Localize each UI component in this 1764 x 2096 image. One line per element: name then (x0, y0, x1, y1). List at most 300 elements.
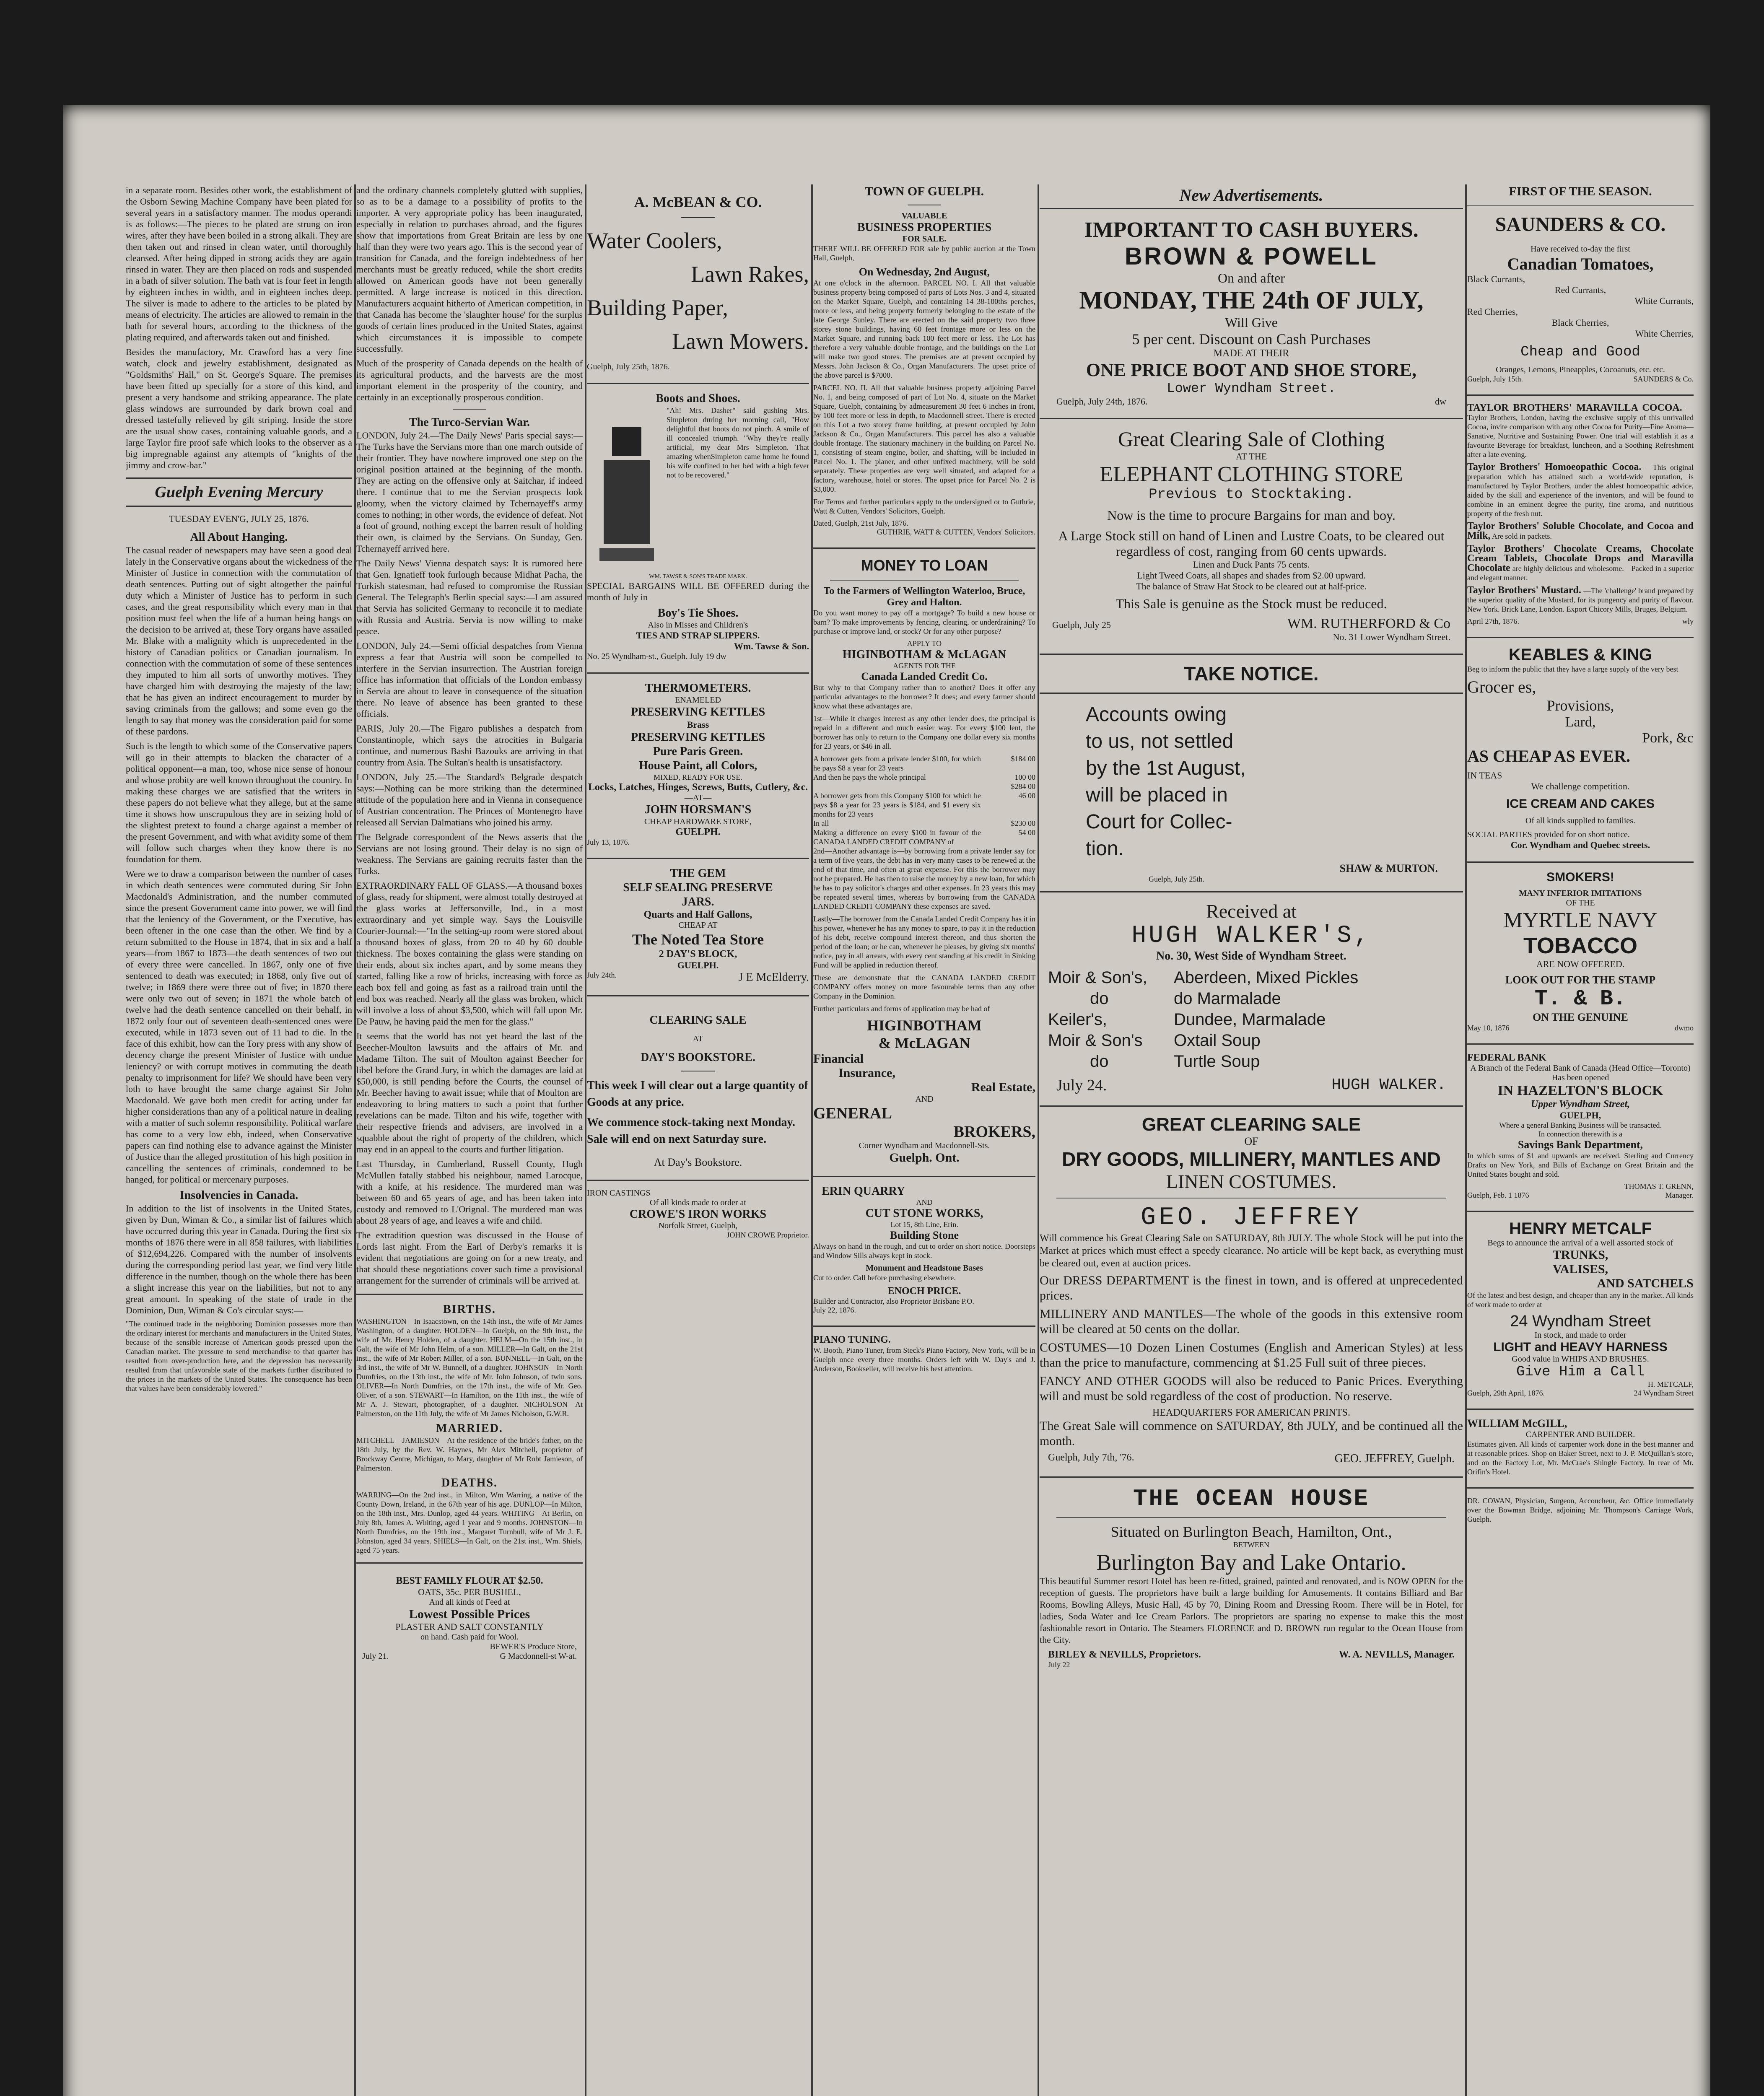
ad-line: AT THE (1235, 451, 1267, 462)
ad-line: To the Farmers of Wellington Waterloo, Bruce, Grey and Halton. (823, 586, 1025, 608)
ad-body: Further particulars and forms of application may be had of (813, 1004, 990, 1013)
ad-line: AND (916, 1198, 933, 1206)
item-name: Turtle Soup (1174, 1052, 1260, 1071)
ad-line: BUSINESS PROPERTIES (857, 221, 992, 234)
ad-line: Received at (1206, 900, 1297, 922)
ad-line: AND (915, 1095, 934, 1104)
ad-line: will be placed in (1086, 784, 1228, 806)
ad-line: A Large Stock still on hand of Linen and Lustre Coats, to be cleared out regardless of cost, ranging from 60 cents upwards. (1058, 528, 1445, 559)
ad-line: Also in Misses and Children's (648, 620, 748, 630)
ad-body: The Great Sale will commence on SATURDAY, 8th JULY, and be continued all the month. (1040, 1419, 1463, 1448)
column-rule (811, 184, 813, 2096)
ad-line: MYRTLE NAVY (1503, 908, 1658, 932)
ad-line: MANY INFERIOR IMITATIONS (1519, 889, 1642, 898)
ad-line: Building Paper, (587, 295, 728, 320)
ad-line: Great Clearing Sale of Clothing (1118, 427, 1385, 451)
ad-body: This beautiful Summer resort Hotel has been re-fitted, grained, painted and renovated, and is NOW OPEN for the reception of guests. The proprietors have built a large building for Amusements. It contains Billiard and Bar Rooms, Bowling Alleys, Music Hall, 45 by 70, Dining Room and Dressing Room. There will be in Hotel, for ladies, Soda Water and Ice Cream Parlors. The proprietors are sparing no expense to make this the most fashionable resort in Ontario. The Steamers FLORENCE and D. BROWN run regular to the Ocean House from the City. (1040, 1576, 1463, 1645)
ad-signature: SHAW & MURTON. (1339, 862, 1438, 874)
article-continuation: in a separate room. Besides other work, the establishment of the Osborn Sewing Machine Company have been plated for several years in a satisfactory manner. The modus operandi is as follows:—The pieces to be plated are strung on iron wires, after they have been boiled in a strong alkali. They are then taken out and rinsed in clean water, until thoroughly cleansed. After being dipped in strong acids they are again rinsed in water. They are then placed on rods and suspended in a bath of silver solution. The bath vat is four feet in length by eighteen inches in width, and in eighteen inches deep. The silver is made to adhere to the articles to be plated by means of electricity. The articles are allowed to remain in the bath for several hours, according to the thickness of the plating required, and afterwards taken out and finished. (126, 185, 352, 342)
ad-line: Good value in WHIPS AND BRUSHES. (1512, 1354, 1649, 1364)
gem-jars-advertisement (587, 866, 809, 984)
ad-body: PARCEL NO. II. All that valuable business property adjoining Parcel No. 1, and being composed of part of Lot No. 4, situate on the Market Square, Guelph, containing by admeasurement 30 feet 6 inches in front, by 100 feet more or less in depth, to Macdonnell street. There is erected on this Lot a two storey frame building, at present occupied by John Jackson & Co., Organ Manufacturers. This parcel has also a valuable double frontage. The stationary machinery in the building on Parcel No. 1, consisting of steam engine, boiler, and shafting, will be included in Parcel No. 1. The planer, and other unfixed machinery, will be sold separately. These properties are very well situated, and adapted for a factory, warehouse, hotel or stores. The upset price for Parcel No. 2 is $3,000. (813, 384, 1035, 493)
ad-date: July 24th. (587, 971, 617, 979)
ad-line: PRESERVING KETTLES (630, 706, 765, 719)
ad-footer (587, 971, 809, 984)
divider (587, 672, 809, 674)
ad-body: Cut to order. Call before purchasing elsewhere. (813, 1274, 956, 1282)
piano-tuning-ad (813, 1334, 1035, 1373)
ad-body: Always on hand in the rough, and cut to order on short notice. Doorsteps and Window Sills always kept in stock. (813, 1242, 1035, 1260)
ad-line: In connection therewith is a (1538, 1130, 1622, 1138)
loan-calc-row (813, 773, 1035, 782)
ad-city: Guelph. Ont. (889, 1151, 960, 1165)
article-title: Insolvencies in Canada. (179, 1189, 298, 1202)
ad-dated: Dated, Guelph, 21st July, 1876. (813, 519, 908, 527)
masthead (126, 477, 352, 507)
erin-quarry-ad (813, 1185, 1035, 1315)
brown-powell-ad (1040, 218, 1463, 407)
item-name: Dundee, Marmalade (1174, 1010, 1326, 1029)
article-title: All About Hanging. (190, 531, 288, 544)
ad-body: Will commence his Great Clearing Sale on SATURDAY, 8th JULY. The whole Stock will be put into the Market at prices which must effect a speedy clearance. No article will be kept back, as everything must be cleared out, even at auction prices. (1040, 1233, 1463, 1269)
ad-line: AGENTS FOR THE (893, 661, 956, 670)
section-title: New Advertisements. (1040, 184, 1463, 209)
ad-body: SPECIAL BARGAINS WILL BE OFFERED during the month of July in (587, 581, 809, 602)
ad-date: Guelph, July 15th. (1467, 375, 1523, 383)
ad-line: T. & B. (1534, 986, 1627, 1011)
dateline: TUESDAY EVEN'G, JULY 25, 1876. (169, 514, 309, 524)
crowe-iron-advertisement (587, 1188, 809, 1240)
ad-line: Lawn Rakes, (691, 262, 809, 287)
ad-role: Manager. (1665, 1191, 1694, 1199)
ad-line: PLASTER AND SALT CONSTANTLY (395, 1621, 544, 1632)
ad-signature: WM. RUTHERFORD & Co (1287, 616, 1450, 631)
ad-footer (1040, 1649, 1463, 1660)
ad-line: GUELPH. (675, 827, 721, 838)
henry-metcalf-ad (1467, 1219, 1694, 1398)
ad-body: 1st—While it charges interest as any other lender does, the principal is repaid in a different and much easier way. For every $100 lent, the borrower has only to return to the Company one dollar every six months for 23 years, or $46 in all. (813, 714, 1035, 750)
ad-line: —AT— (684, 793, 712, 802)
ad-line: OF THE (1566, 898, 1595, 908)
ad-line: CHEAP AT (678, 921, 718, 930)
money-loan-ad (813, 556, 1035, 1165)
ad-line: Locks, Latches, Hinges, Screws, Butts, Cutlery, &c. (588, 782, 808, 793)
ad-line: GREAT CLEARING SALE (1141, 1114, 1361, 1135)
ad-line: GUELPH, (1559, 1110, 1601, 1121)
ad-line: Monument and Headstone Bases (866, 1263, 983, 1273)
mcbean-advertisement (587, 193, 809, 372)
article-continuation: and the ordinary channels completely glutted with supplies, so as to be a damage to a possibility of profits to the importer. A very appropriate policy has been inaugurated, especially in relation to purchases abroad, and the figures show that importations from Great Britain are less by one half than they were two years ago. This is the second year of transition for Canada, and the foreign indebtedness of her merchants must be greatly reduced, while the short credits allowed on American goods have not been generally permitted. A large increase is noticed in this direction. Manufacturers acquaint hitherto of American competition, in that Canada has become the 'slaughter house' for the surplus goods of certain lines produced in the United States, against which circumstances it is impossible to compete successfully. (356, 185, 583, 354)
ad-address: 24 Wyndham Street (1634, 1389, 1694, 1397)
ad-line: MONDAY, THE 24th OF JULY, (1079, 286, 1424, 314)
ad-line: PRESERVING KETTLES (630, 731, 765, 744)
ad-line: ICE CREAM AND CAKES (1506, 797, 1655, 811)
divider (1040, 891, 1463, 892)
ad-address: No. 25 Wyndham-st., Guelph. July 19 dw (587, 652, 726, 661)
ad-date: July 22 (1048, 1660, 1070, 1669)
ad-title: THE OCEAN HOUSE (1133, 1485, 1370, 1512)
ad-line: ENOCH PRICE. (887, 1286, 961, 1297)
divider (1467, 1043, 1694, 1045)
flour-advertisement (356, 1571, 583, 1665)
ad-line: FIRST OF THE SEASON. (1509, 184, 1652, 198)
ad-title: FEDERAL BANK (1467, 1052, 1546, 1063)
jeffrey-clearing-sale-ad (1040, 1114, 1463, 1466)
divider (681, 217, 715, 218)
loan-calc-row (813, 819, 1035, 828)
ad-line: In stock, and made to order (1534, 1331, 1627, 1340)
ad-signature: SAUNDERS & Co. (1633, 375, 1694, 383)
ocean-house-ad (1040, 1485, 1463, 1669)
item-maker: do (1090, 1052, 1109, 1071)
ad-line: DRY GOODS, MILLINERY, MANTLES AND (1062, 1148, 1441, 1170)
ad-line: Builder and Contractor, also Proprietor Brisbane P.O. (813, 1297, 974, 1305)
ad-code: dw (1435, 396, 1446, 407)
ad-line: Have received to-day the first (1531, 244, 1630, 254)
article-body: PARIS, July 20.—The Figaro publishes a despatch from Constantinople, which says the atrocities in Bulgaria continue, and numerous Bashi Bazouks are arriving in that country from Asia. The Sultan's health is unsatisfactory. (356, 723, 583, 768)
item-maker: Moir & Son's, (1048, 968, 1147, 987)
loan-calc-label: A borrower gets from a private lender $100, for which he pays $8 a year for 23 years (813, 755, 981, 772)
ad-date: April 27th, 1876. (1467, 617, 1519, 625)
take-notice-ad (1040, 662, 1463, 884)
ad-line: Give Him a Call (1516, 1364, 1645, 1380)
newspaper-page (63, 105, 1710, 2096)
ad-line: OF (1244, 1135, 1258, 1147)
ad-line: SELF SEALING PRESERVE (623, 881, 773, 894)
ad-title: MONEY TO LOAN (861, 557, 988, 574)
taylor-item-title: TAYLOR BROTHERS' MARAVILLA COCOA. (1467, 402, 1682, 413)
column-5 (1040, 184, 1463, 2096)
ad-title: WILLIAM McGILL, (1467, 1417, 1567, 1429)
ad-line: AND SATCHELS (1597, 1276, 1694, 1290)
ad-footer (1467, 1024, 1694, 1032)
ad-line: Financial (813, 1052, 864, 1066)
ad-date: July 13, 1876. (587, 838, 630, 846)
ad-line: Building Stone (890, 1229, 959, 1241)
taylor-item-title: Taylor Brothers' Homoeopathic Cocoa. (1467, 462, 1642, 472)
tawse-advertisement (587, 392, 809, 661)
ad-title: HENRY METCALF (1509, 1219, 1652, 1238)
married-list: MITCHELL—JAMIESON—At the residence of the bride's father, on the 18th July, by the Rev. W. Haynes, Mr Alex Mitchell, proprietor of Brockway Centre, Michigan, to Mary, daughter of Mr Robt Jamieson, of Palmerston. (356, 1436, 583, 1472)
ad-body: DR. COWAN, Physician, Surgeon, Accoucheur, &c. Office immediately over the Bowman Bridge, adjoining Mr. Thompson's Carriage Work, Guelph. (1467, 1497, 1694, 1523)
ad-title: TOWN OF GUELPH. (864, 184, 984, 198)
loan-calc-amount: $184 00 (1011, 755, 1035, 763)
column-3 (587, 184, 809, 2096)
ad-line: Lowest Possible Prices (409, 1607, 530, 1621)
article-body: Were we to draw a comparison between the number of cases in which death sentences were commuted during Sir John Macdonald's Administration, and the number commuted since the present Government came into power, we will find that the leniency of the Government, or the Executive, has been oftener in the one case than the other. We find by a return submitted to the House in 1874, that in six and a half years—from 1867 to 1873—the death sentences of two out of every three were cancelled. In 1867, only one of five sentenced to death was executed; in 1868, only five out of twelve; in 1869 there were three out of five; in 1870 there were only two out of seven; in 1871 the whole batch of twelve had the death sentence cancelled on their behalf, in 1872 only four out of seventeen death-sentenced ones were executed, while in 1873 seven out of 11 had to die. In the face of this exhibit, how can the Tory press with any show of decency charge the present Minister of Justice with undue leniency? or with corrupt motives in commuting the death penalty to imprisonment for life? We should have been very loth to have brought the same charge against Sir John Macdonald. We gave both men credit for acting under far higher considerations than any of a political nature in dealing with a matter of such solemn responsibility. Political warfare has come to a very low ebb, indeed, when Conservative papers can find nothing else to advance against the Minister of Justice than the alleged prostitution of his high position in cancelling the sentences of criminals, condemned to be hanged, for political or mercenary purposes. (126, 869, 352, 1185)
ad-line: This Sale is genuine as the Stock must be reduced. (1115, 596, 1387, 611)
ad-line: House Paint, all Colors, (638, 759, 757, 772)
article-body: Such is the length to which some of the Conservative papers will go in their attempts to blacken the character of a political opponent—a man, too, whose nice sense of honour and whose probity are well known throughout the country. In making these charges we are satisfied that the writers in these papers do not believe what they allege, but at the same time it shows how unscrupulous they are in seizing hold of the slightest pretext to found a charge against a member of the present Government, and with what avidity some of them will follow such charges when they know there is no foundation for them. (126, 741, 352, 864)
ad-line: FOR SALE. (902, 234, 947, 244)
walker-item (1048, 988, 1455, 1009)
walker-item (1048, 1030, 1455, 1051)
taylor-item-title: Taylor Brothers' Soluble Chocolate, and Cocoa and Milk, (1467, 521, 1694, 541)
divider (356, 1294, 583, 1295)
ad-footer (362, 1652, 577, 1661)
ad-line: Water Coolers, (587, 228, 722, 253)
loan-calc-label: And then he pays the whole principal (813, 773, 926, 781)
ad-line: Grocer es, (1467, 677, 1536, 696)
ad-line: CUT STONE WORKS, (865, 1207, 983, 1220)
ad-line: CLEARING SALE (649, 1014, 747, 1027)
divider (1467, 637, 1694, 638)
column-rule (585, 184, 586, 2096)
days-bookstore-advertisement (587, 1013, 809, 1169)
taylor-item-title: Taylor Brothers' Mustard. (1467, 585, 1581, 596)
ad-line: Brass (687, 719, 709, 730)
divider (813, 547, 1035, 549)
ad-line: Red Cherries, (1467, 306, 1518, 317)
ad-line: Of all kinds made to order at (650, 1198, 746, 1207)
ad-line: SOCIAL PARTIES provided for on short notice. (1467, 830, 1630, 839)
ad-line: & McLAGAN (878, 1035, 970, 1051)
ad-line: Pure Paris Green. (653, 745, 743, 758)
ad-signature: H. METCALF, (1647, 1380, 1694, 1388)
ad-line: VALISES, (1552, 1262, 1608, 1276)
deaths-heading: DEATHS. (441, 1476, 498, 1489)
article-body: The Daily News' Vienna despatch says: It is rumored here that Gen. Ignatieff took furlough because Midhat Pacha, the Turkish statesman, had refused to compromise the Russian General. The Telegraph's Berlin special says:—I am assured that Servia has solicited Germany to reconcile it to mediate with Russia and Austria. Servia is now willing to make peace. (356, 558, 583, 636)
divider (356, 1562, 583, 1564)
ad-line: tion. (1086, 838, 1124, 860)
loan-calc-amount: $230 00 (1011, 819, 1035, 828)
taylor-item (1467, 544, 1694, 582)
divider (587, 858, 809, 859)
ad-date: Guelph, July 25 (1052, 620, 1111, 630)
ad-line: Court for Collec- (1086, 811, 1232, 833)
ad-line: On and after (1218, 270, 1285, 285)
ad-line: Accounts owing (1086, 703, 1227, 726)
ad-title: A. McBEAN & CO. (634, 194, 762, 210)
ad-date: July 21. (362, 1652, 389, 1661)
ad-line: IMPORTANT TO CASH BUYERS. (1084, 218, 1419, 242)
ad-line: HUGH WALKER'S, (1131, 922, 1371, 949)
ad-title: KEABLES & KING (1508, 646, 1652, 664)
ad-body: This week I will clear out a large quantity of Goods at any price. (587, 1079, 808, 1109)
loan-calc-amount: 54 00 (1018, 828, 1035, 837)
ad-address: Corner Wyndham and Macdonnell-Sts. (859, 1141, 990, 1150)
ad-body: For Terms and further particulars apply to the undersigned or to Guthrie, Watt & Cutten, Vendors' Solicitors, Guelph. (813, 498, 1035, 515)
item-name: Oxtail Soup (1174, 1031, 1261, 1050)
myrtle-navy-tobacco-ad (1467, 870, 1694, 1032)
ad-line: 2 DAY'S BLOCK, (659, 949, 737, 960)
ad-signature: HUGH WALKER. (1331, 1076, 1446, 1094)
ad-line: Pork, &c (1642, 730, 1694, 746)
ad-body: Beg to inform the public that they have a large supply of the very best (1467, 665, 1678, 673)
ad-title: TAKE NOTICE. (1184, 663, 1319, 685)
ad-line: TOBACCO (1523, 933, 1637, 958)
horsman-advertisement (587, 681, 809, 847)
ad-line: JARS. (682, 895, 714, 908)
article-body: "The continued trade in the neighboring Dominion possesses more than the ordinary interest for merchants and manufacturers in the United States, because of the sensible increase of American goods pressed upon the Canadian market. The pressure to send merchandise to that quarter has resulted from over-production here, and the depression has necessarily resulted from that unfavorable state of the markets further distributed to the prices in the markets of the United States. The consequence has been that values have been considerably lowered." (126, 1320, 352, 1393)
ad-line: LINEN COSTUMES. (1166, 1171, 1337, 1192)
ad-body: FANCY AND OTHER GOODS will also be reduced to Panic Prices. Everything will and must be sold regardless of the cost of production. No reserve. (1040, 1374, 1463, 1403)
ad-line: TIES AND STRAP SLIPPERS. (636, 630, 760, 641)
ad-line: Wm. Tawse & Son. (734, 641, 809, 651)
taylor-item (1467, 403, 1694, 459)
ad-line: JOHN HORSMAN'S (644, 803, 752, 816)
ad-line: Will Give (1225, 315, 1278, 330)
ad-quote: "Ah! Mrs. Dasher" said gushing Mrs. Simpleton during her morning call, "How delightful that boots do not pinch. A smile of ill concealed triumph. "Why they're really artificial, my dear Mrs Simpleton. That amazing whenSimpleton came home he found his wife confined to her bed with a high fever not to be recovered." (667, 406, 809, 479)
article-title: The Turco-Servian War. (409, 416, 530, 429)
article-body: The casual reader of newspapers may have seen a good deal lately in the Conservative organs about the wickedness of the Minister of Justice in connection with the commutation of death sentences. Putting out of sight altogether the painful duty which a Minister of Justice has to perform in such cases, and the great responsibility which every man in that position must feel when the life of a human being hangs on the decision to be arrived at, these Tory organs have assailed Mr. Blake with a malignity which is unprecedented in the history of Canadian politics or Canadian journalism. In connection with the commutation of some of these sentences they imputed to him all sorts of unworthy motives. They have charged him with destroying the majesty of the law; that he has given an indirect encouragement to murder by saving criminals from the gallows; and some even go the length to say that money was the consideration paid for some of these pardons. (126, 545, 352, 737)
ad-date: Guelph, July 25th, 1876. (587, 362, 670, 371)
ad-line: Lower Wyndham Street. (1167, 381, 1336, 396)
article-continuation: Much of the prosperity of Canada depends on the health of its agricultural products, and the harvests are the most important element in the prosperity of the country, and certainly in an exceptionally prosperous condition. (356, 358, 583, 402)
ad-line: APPLY TO (907, 639, 942, 648)
loan-calc-row (813, 791, 1035, 819)
ad-address: No. 31 Lower Wyndham Street. (1333, 632, 1450, 642)
ad-line: 24 Wyndham Street (1510, 1313, 1651, 1330)
ad-body: At one o'clock in the afternoon. PARCEL NO. I. All that valuable business property being composed of parts of Lots Nos. 3 and 4, situated on the Market Square, Guelph, and containing 14 38-100ths perches, more or less, and being property formerly belonging to the estate of the late George Sunley. There are erected on the said property two three storey stone buildings, having 60 feet frontage more or less on the Market Square, and running back 100 feet more or less. The Lot has therefore a very valuable double frontage, and the buildings on the Lot will make two good stores. The premises are at present occupied by Messrs. John Jackson & Co., Organ Manufacturers. The upset price of the above parcel is $7000. (813, 279, 1035, 379)
ad-line: ARE NOW OFFERED. (1536, 959, 1625, 969)
column-1 (126, 184, 352, 2096)
article-body: The Belgrade correspondent of the News asserts that the Servians are not losing ground. Their delay is no sign of weakness. The Servians are gaining recruits faster than the Turks. (356, 832, 583, 876)
ad-line: Cheap and Good (1520, 344, 1640, 360)
loan-calc-row (813, 828, 1035, 846)
ad-body: In which sums of $1 and upwards are received. Sterling and Currency Drafts on New York, and Bills of Exchange on Great Britain and the United States bought and sold. (1467, 1152, 1694, 1178)
article-body: LONDON, July 24.—Semi official despatches from Vienna express a fear that Austria will soon be compelled to interfere in the Servian insurrection. The Austrian foreign office has information that officials of the London embassy in Servia are about to leave in consequence of the situation there. No leave of absence has been granted to these officials. (356, 641, 583, 719)
ad-line: The Noted Tea Store (632, 931, 764, 948)
item-name: Aberdeen, Mixed Pickles (1174, 968, 1359, 987)
ad-body: Of the latest and best design, and cheaper than any in the market. All kinds of work made to order at (1467, 1291, 1694, 1309)
ad-line: LOOK OUT FOR THE STAMP (1505, 974, 1656, 986)
column-4 (813, 184, 1035, 2096)
ad-body: We commence stock-taking next Monday. Sale will end on next Saturday sure. (587, 1116, 795, 1146)
taylor-item-body: —Taylor Brothers, London, having the exclusive supply of this unrivalled Cocoa, invite comparison with any other Cocoa for Purity—Fine Aroma—Sanative, Nutritive and Sustaining Power. One trial will establish it as a favourite Beverage for breakfast, luncheon, and a Soothing Refreshment after a late evening. (1467, 404, 1694, 459)
ad-line: ERIN QUARRY (822, 1185, 905, 1198)
ad-line: Black Cherries, (1551, 317, 1609, 328)
ad-line: Black Currants, (1467, 274, 1525, 284)
town-property-sale-ad (813, 184, 1035, 537)
ad-line: Norfolk Street, Guelph, (658, 1221, 738, 1230)
divider (1467, 861, 1694, 863)
ad-line: HIGINBOTHAM (866, 1017, 982, 1034)
ad-line: Provisions, (1546, 697, 1614, 714)
ad-address: G Macdonnell-st W-at. (500, 1652, 577, 1661)
ad-line: No. 30, West Side of Wyndham Street. (1156, 949, 1346, 962)
ad-line: The balance of Straw Hat Stock to be cleared out at half-price. (1136, 581, 1367, 591)
ad-line: IN TEAS (1467, 770, 1502, 781)
ad-line: PIANO TUNING. (813, 1334, 891, 1345)
ad-body: Our DRESS DEPARTMENT is the finest in town, and is offered at unprecedented prices. (1040, 1274, 1463, 1302)
item-maker: do (1090, 989, 1109, 1008)
ad-date: July 24. (1056, 1077, 1107, 1094)
ad-body: But why to that Company rather than to another? Does it offer any particular advantages to the borrower? It does; and every farmer should know what these advantages are. (813, 683, 1035, 710)
ad-title: SAUNDERS & CO. (1495, 213, 1666, 236)
taylor-item-body: —This original preparation which has attained such a world-wide reputation, is manufactured by Taylor Brothers, under the ablest homoeopathic advice, aided by the skill and experience of the inventors, and will be found to combine in an eminent degree the purity, fine aroma, and nutritious property of the fresh nut. (1467, 463, 1694, 518)
ad-line: Insurance, (838, 1066, 895, 1080)
ad-line: Canada Landed Credit Co. (861, 670, 988, 682)
ad-line: White Currants, (1634, 296, 1694, 306)
ad-line: Now is the time to procure Bargains for man and boy. (1107, 508, 1396, 523)
ad-line: Of all kinds supplied to families. (1525, 816, 1636, 825)
ad-line: Red Currants, (1554, 285, 1606, 295)
divider (1040, 693, 1463, 694)
news-item: It seems that the world has not yet heard the last of the Beecher-Moulton lawsuits and the affairs of Mr. and Madame Tilton. The suit of Moulton against Beecher for libel before the Grand Jury, in which the damages are laid at $50,000, is still pending before the Courts, the counsel of Mr. Beecher having to await issue; while that of Moulton are endeavoring to bring matters to such a point that further revelations can be made. Tilton and his wife, together with their respective friends and advisers, are involved in a squabble about the right of property of the children, which may end in an appeal to the courts and further litigation. (356, 1031, 583, 1154)
ad-line: White Cherries, (1635, 328, 1694, 339)
ad-body: Do you want money to pay off a mortgage? To build a new house or barn? To make improvements by fencing, clearing, or underdraining? To purchase or improve land, or stock? Or for any other purpose? (813, 609, 1035, 636)
ad-line: CROWE'S IRON WORKS (629, 1208, 767, 1221)
ad-line: CHEAP HARDWARE STORE, (644, 817, 752, 826)
ad-footer (1467, 375, 1694, 384)
elephant-clothing-ad (1040, 427, 1463, 643)
ad-line: BEST FAMILY FLOUR AT $2.50. (396, 1575, 543, 1586)
column-rule (1465, 184, 1467, 2096)
ad-line: Where a general Banking Business will be transacted. (1499, 1121, 1662, 1129)
ad-body: W. Booth, Piano Tuner, from Steck's Piano Factory, New York, will be in Guelph once every three months. Orders left with W. Day's and J. Anderson, Bookseller, will receive his best attention. (813, 1346, 1035, 1373)
ad-line: Oranges, Lemons, Pineapples, Cocoanuts, etc. etc. (1496, 365, 1665, 374)
divider (1467, 394, 1694, 396)
ad-line: Lard, (1565, 714, 1596, 730)
ad-signature: BIRLEY & NEVILLS, Proprietors. (1048, 1649, 1201, 1660)
ad-date: Guelph, July 24th, 1876. (1056, 396, 1148, 407)
ad-line: 5 per cent. Discount on Cash Purchases (1132, 331, 1371, 348)
ad-line: IRON CASTINGS (587, 1188, 651, 1198)
walker-list (1040, 963, 1463, 1076)
divider (1040, 1476, 1463, 1478)
ad-signature: THOMAS T. GRENN, (1624, 1182, 1694, 1191)
mcgill-ad (1467, 1417, 1694, 1476)
ad-line: TRUNKS, (1552, 1248, 1608, 1262)
ad-line: BETWEEN (1233, 1541, 1269, 1549)
walker-item (1048, 1009, 1455, 1030)
ad-line: DAY'S BOOKSTORE. (641, 1051, 755, 1064)
divider (1056, 1517, 1446, 1518)
taylor-item (1467, 462, 1694, 518)
taylor-item (1467, 586, 1694, 614)
ad-line: ON THE GENUINE (1533, 1011, 1628, 1023)
divider (1467, 1487, 1694, 1489)
ad-signature: At Day's Bookstore. (654, 1156, 742, 1168)
divider (813, 1326, 1035, 1327)
ad-date: Guelph, 29th April, 1876. (1467, 1389, 1545, 1397)
ad-line: ENAMELED (675, 695, 721, 705)
ad-line: Savings Bank Department, (1518, 1139, 1643, 1151)
ad-footer (1040, 396, 1463, 407)
ad-line: We challenge competition. (1531, 781, 1630, 791)
ad-line: on hand. Cash paid for Wool. (420, 1632, 519, 1642)
ad-line: And all kinds of Feed at (429, 1598, 510, 1607)
ad-body: 2nd—Another advantage is—by borrowing from a private lender say for a term of five years, the debt has in very many cases to be renewed at the end of that time, and often at great expense. For this the borrower may not be prepared. He has then to raise the money by a new loan, for which he has to pay solicitor's charges and other expenses. In 23 years this may be repeated several times, whereas by borrowing from the CANADA LANDED CREDIT COMPANY these expenses are saved. (813, 847, 1035, 911)
ad-signature: J E McElderry. (738, 971, 809, 984)
ad-line: Cor. Wyndham and Quebec streets. (1510, 840, 1650, 850)
taylor-brothers-ad (1467, 403, 1694, 626)
ad-line: Linen and Duck Pants 75 cents. (1193, 559, 1310, 570)
trademark-caption: WM. TAWSE & SON'S TRADE MARK. (649, 573, 747, 580)
ad-body: Estimates given. All kinds of carpenter work done in the best manner and at reasonable prices. Shop on Baker Street, next to J. P. McQuillan's store, and on the Factory Lot, Mr. McCrae's Shingle Factory. In rear of Mr. Orifin's Hotel. (1467, 1440, 1694, 1476)
ad-line: BROKERS, (953, 1123, 1035, 1141)
ad-line: AT (693, 1034, 703, 1043)
article-body: In addition to the list of insolvents in the United States, given by Dun, Wiman & Co., a similar list of failures which have occurred during this year in Canada. During the first six months of 1876 there were in all 858 failures, with liabilities of $12,694,226. Compared with the number of insolvents during the corresponding period last year, we find very little difference in the number, though on the whole there has been a slight increase this year on the liabilities, but not to any great amount. In speaking of the state of trade in the Dominion, Dun, Wiman & Co's circular says:— (126, 1203, 352, 1315)
loan-calc-amount: 46 00 (1018, 791, 1035, 800)
article-body: LONDON, July 25.—The Standard's Belgrade despatch says:—Nothing can be more striking than the determined attitude of the population here and in Vienna in consequence of Austrian concentration. The Princes of Montenegro have released all Servian Dalmatians who joined his army. (356, 772, 583, 828)
ad-date: May 10, 1876 (1467, 1024, 1510, 1032)
ad-line: BEWER'S Produce Store, (490, 1642, 577, 1651)
ad-signature: GEO. JEFFREY, Guelph. (1334, 1452, 1455, 1465)
ad-signature: GUTHRIE, WATT & CUTTEN, Vendors' Solicitors. (877, 528, 1035, 536)
deaths-list: WARRING—On the 2nd inst., in Milton, Wm Warring, a native of the County Down, Ireland, in the 67th year of his age. DUNLOP—In Milton, on the 18th inst., Mrs. Dunlop, aged 44 years. WHITING—At Berlin, on July 8th, James A. Whiting, aged 1 year and 9 months. JOHNSTON—In North Dumfries, on the 19th inst., Margaret Turnbull, wife of Mr J. E. Johnston, aged 34 years. SHIELS—In Galt, on the 21st inst., Wm. Shiels, aged 75 years. (356, 1491, 583, 1554)
ad-line: Previous to Stocktaking. (1149, 487, 1354, 503)
ad-signature: W. A. NEVILLS, Manager. (1339, 1649, 1455, 1660)
ad-line: ELEPHANT CLOTHING STORE (1100, 462, 1403, 486)
ad-line: Burlington Bay and Lake Ontario. (1096, 1550, 1406, 1575)
divider (587, 995, 809, 996)
ad-line: HIGINBOTHAM & McLAGAN (842, 648, 1007, 661)
ad-code: dwmo (1675, 1024, 1694, 1032)
column-6 (1467, 184, 1694, 2096)
federal-bank-ad (1467, 1052, 1694, 1200)
